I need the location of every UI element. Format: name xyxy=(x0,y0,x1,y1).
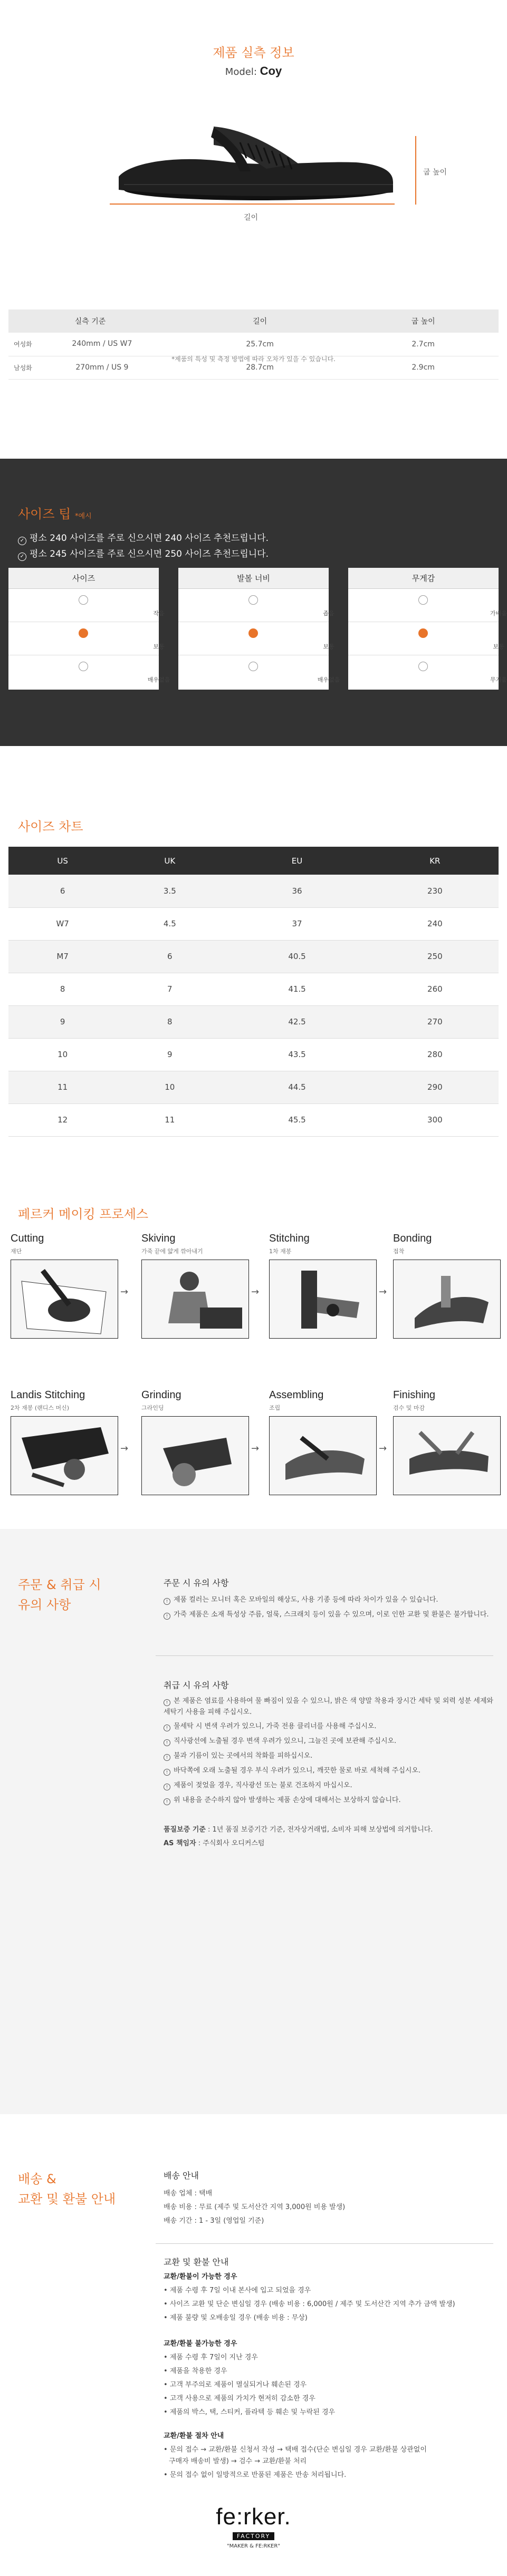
shipping-title-line: 배송 & xyxy=(18,2172,56,2186)
size-cell: 6 xyxy=(117,940,223,973)
measurement-title: 제품 실측 정보 xyxy=(213,45,294,60)
fit-header: 무게감 xyxy=(348,568,499,589)
procedure-item: 구매자 배송비 발생) → 검수 → 교환/환불 처리 xyxy=(169,2457,307,2465)
size-cell: 230 xyxy=(371,875,499,907)
assembling-photo xyxy=(269,1416,377,1495)
exchange-no-item: • 고객 부주의로 제품이 멸실되거나 훼손된 경우 xyxy=(164,2381,307,2389)
size-cell: 9 xyxy=(8,1005,117,1038)
item-text: 제품 불량 및 오배송일 경우 (배송 비용 : 무상) xyxy=(169,2314,308,2322)
item-text: 바닥쪽에 오래 노출될 경우 부식 우려가 있으니, 깨끗한 물로 바로 세척해 주십시오. xyxy=(174,1767,421,1775)
measurement-section xyxy=(0,0,507,459)
item-text: 사이즈 교환 및 단순 변심일 경우 (배송 비용 : 6,000원 / 제주 및 도서산간 지역 추가 금액 발생) xyxy=(169,2300,455,2308)
quality-label: 품질보증 기준 xyxy=(164,1826,206,1834)
size-cell: 11 xyxy=(117,1103,223,1136)
fit-option xyxy=(8,655,170,689)
radio-selected-icon xyxy=(79,628,88,638)
making-process-title: 페르커 메이킹 프로세스 xyxy=(18,1207,149,1222)
table-row xyxy=(8,1005,499,1038)
logo-wordmark: fe:rker. xyxy=(216,2504,291,2530)
size-cell: 12 xyxy=(8,1103,117,1136)
sandal-image xyxy=(108,105,398,211)
fit-option xyxy=(348,589,507,622)
exchange-no-title: 교환/환불 불가능한 경우 xyxy=(164,2340,237,2348)
fit-option-label: 무거움 xyxy=(490,676,507,683)
item-text: 제품의 박스, 택, 스티커, 플라텍 등 훼손 및 누락된 경우 xyxy=(169,2408,336,2416)
logo-motto: "MAKER & FE:RKER" xyxy=(227,2543,280,2549)
exchange-ok-title: 교환/환불이 가능한 경우 xyxy=(164,2273,237,2281)
item-text: 제품을 착용한 경우 xyxy=(169,2367,227,2375)
model-name: Coy xyxy=(260,64,282,78)
tip-text: 평소 245 사이즈를 주로 신으시면 250 사이즈 추천드립니다. xyxy=(30,549,269,559)
height-cell: 2.9cm xyxy=(348,356,499,379)
cutting-photo xyxy=(11,1260,118,1339)
step-name: Cutting xyxy=(11,1233,44,1244)
step-name: Skiving xyxy=(141,1233,176,1244)
fit-option xyxy=(178,622,334,655)
size-chart-section xyxy=(0,746,507,1165)
table-row xyxy=(8,875,499,907)
size-cell: W7 xyxy=(8,907,117,940)
item-text: 직사광선에 노출될 경우 변색 우려가 있으니, 그늘진 곳에 보관해 주십시오. xyxy=(174,1737,397,1745)
item-text: 문의 접수 → 교환/환불 신청서 작성 → 택배 접수(단순 변심일 경우 교환/환불 상관없이 xyxy=(169,2446,427,2454)
size-tip-title xyxy=(18,503,92,522)
size-cell: 3.5 xyxy=(117,875,223,907)
radio-icon xyxy=(418,595,428,605)
size-cell: 41.5 xyxy=(223,973,371,1005)
radio-icon xyxy=(79,662,88,671)
size-tip-title-text: 사이즈 팁 xyxy=(18,507,71,521)
size-cell: 36 xyxy=(223,875,371,907)
step-kor: 2차 재봉 (랜디스 머신) xyxy=(11,1405,70,1411)
step-name: Grinding xyxy=(141,1389,181,1401)
making-process-section xyxy=(0,1165,507,1529)
radio-icon xyxy=(248,662,258,671)
fit-header: 사이즈 xyxy=(8,568,159,589)
warning-icon: ! xyxy=(164,1598,170,1605)
step-name: Finishing xyxy=(393,1389,436,1401)
fit-option-label: 보통 xyxy=(323,643,334,650)
size-tip-suffix: *예시 xyxy=(75,512,92,520)
arrow-right-icon: → xyxy=(120,1443,129,1454)
table-row xyxy=(8,1038,499,1071)
size-header: US xyxy=(8,847,117,875)
table-row xyxy=(8,1071,499,1103)
process-step xyxy=(141,1233,249,1339)
quality-text: : 1년 품질 보증기간 기준, 전자상거래법, 소비자 피해 보상법에 의거합니다. xyxy=(208,1826,433,1834)
warning-icon: ! xyxy=(164,1754,170,1761)
fit-option xyxy=(8,589,165,622)
size-cell: 270 xyxy=(371,1005,499,1038)
step-kor: 접착 xyxy=(393,1248,405,1255)
size-cell: 10 xyxy=(8,1038,117,1071)
process-step xyxy=(11,1233,118,1339)
item-text: 본 제품은 염료를 사용하여 물 빠짐이 있을 수 있으니, 밝은 색 양말 착용과 장시간 세탁 및 외력 성분 세제와 세탁기 사용을 피해 주십시오. xyxy=(164,1697,493,1716)
size-cell: 6 xyxy=(8,875,117,907)
size-cell: 4.5 xyxy=(117,907,223,940)
basis-cell: 240mm / US W7 xyxy=(72,340,132,348)
fit-option-label: 작음 xyxy=(153,610,165,617)
size-chart-table xyxy=(8,847,499,1137)
basis-cell: 270mm / US 9 xyxy=(75,363,129,372)
fit-option-label: 매우없음 xyxy=(317,676,340,683)
fit-header: 발볼 너비 xyxy=(178,568,329,589)
step-name: Bonding xyxy=(393,1233,432,1244)
procedure-item: • 문의 접수 없이 일방적으로 반품된 제품은 반송 처리됩니다. xyxy=(164,2471,347,2479)
warning-icon: ! xyxy=(164,1725,170,1731)
item-text: 가죽 제품은 소재 특성상 주름, 얼룩, 스크래치 등이 있을 수 있으며, 이로 인한 교환 및 환불은 불가합니다. xyxy=(174,1611,489,1619)
item-text: 제품이 젖었을 경우, 직사광선 또는 불로 건조하지 마십시오. xyxy=(174,1781,352,1789)
exchange-ok-item: • 제품 수령 후 7일 이내 본사에 입고 되었을 경우 xyxy=(164,2287,311,2294)
table-header: 실측 기준 xyxy=(8,309,172,333)
step-kor: 검수 및 마감 xyxy=(393,1405,425,1411)
process-step xyxy=(11,1389,118,1495)
care-caution-item xyxy=(164,1696,496,1718)
size-cell: 240 xyxy=(371,907,499,940)
exchange-no-item: • 제품의 박스, 택, 스티커, 플라텍 등 훼손 및 누락된 경우 xyxy=(164,2408,336,2416)
gender-label: 남성화 xyxy=(14,364,32,372)
size-tip-section xyxy=(0,459,507,746)
table-row xyxy=(8,940,499,973)
radio-selected-icon xyxy=(248,628,258,638)
radio-icon xyxy=(79,595,88,605)
arrow-right-icon: → xyxy=(251,1286,260,1297)
caution-title xyxy=(18,1575,101,1615)
radio-selected-icon xyxy=(418,628,428,638)
caution-section xyxy=(0,1529,507,2114)
size-header: KR xyxy=(371,847,499,875)
care-caution-item xyxy=(164,1780,496,1791)
item-text: 제품 컬러는 모니터 혹은 모바일의 해상도, 사용 기종 등에 따라 차이가 있을 수 있습니다. xyxy=(174,1596,438,1604)
quality-line xyxy=(164,1824,496,1835)
brand-logo xyxy=(0,2504,507,2549)
step-kor: 가죽 끝에 얇게 깎아내기 xyxy=(141,1248,203,1255)
shipping-item: 배송 비용 : 무료 (제주 및 도서산간 지역 3,000원 비용 발생) xyxy=(164,2203,346,2211)
length-label: 길이 xyxy=(244,214,259,222)
size-cell: 44.5 xyxy=(223,1071,371,1103)
size-cell: 300 xyxy=(371,1103,499,1136)
exchange-no-item: • 고객 사용으로 제품의 가치가 현저히 감소한 경우 xyxy=(164,2395,315,2403)
arrow-right-icon: → xyxy=(379,1443,387,1454)
item-text: 제품 수령 후 7일 이내 본사에 입고 되었을 경우 xyxy=(169,2287,311,2294)
table-row xyxy=(8,1103,499,1136)
model-line xyxy=(0,64,507,78)
shipping-title-line: 교환 및 환불 안내 xyxy=(18,2192,116,2206)
size-cell: 7 xyxy=(117,973,223,1005)
step-kor: 조립 xyxy=(269,1405,281,1411)
size-cell: 250 xyxy=(371,940,499,973)
care-caution-item xyxy=(164,1750,496,1761)
size-cell: 10 xyxy=(117,1071,223,1103)
grinding-photo xyxy=(141,1416,249,1495)
process-step xyxy=(393,1233,501,1339)
warning-icon: ! xyxy=(164,1769,170,1776)
length-cell: 28.7cm xyxy=(172,356,348,379)
warning-icon: ! xyxy=(164,1699,170,1706)
size-cell: 43.5 xyxy=(223,1038,371,1071)
divider xyxy=(156,1655,493,1656)
process-step xyxy=(269,1389,377,1495)
measurement-note: *제품의 특성 및 측정 방법에 따라 오차가 있을 수 있습니다. xyxy=(171,355,336,363)
divider xyxy=(156,2243,493,2244)
procedure-title: 교환/환불 절차 안내 xyxy=(164,2432,224,2440)
warning-icon: ! xyxy=(164,1784,170,1790)
step-name: Assembling xyxy=(269,1389,324,1401)
warning-icon: ! xyxy=(164,1613,170,1620)
height-label: 굽 높이 xyxy=(423,168,447,177)
size-chart-title: 사이즈 차트 xyxy=(18,819,83,834)
table-row xyxy=(8,333,499,356)
item-text: 문의 접수 없이 일방적으로 반품된 제품은 반송 처리됩니다. xyxy=(169,2471,347,2479)
fit-option-label: 보통 xyxy=(153,643,165,650)
table-row xyxy=(8,907,499,940)
shipping-item: 배송 기간 : 1 - 3일 (영업일 기준) xyxy=(164,2217,264,2225)
fit-option xyxy=(348,622,504,655)
warning-icon: ! xyxy=(164,1739,170,1746)
fit-option xyxy=(348,655,507,689)
procedure-item: • 문의 접수 → 교환/환불 신청서 작성 → 택배 접수(단순 변심일 경우 교환/환불 상관없이 xyxy=(164,2446,427,2454)
exchange-heading: 교환 및 환불 안내 xyxy=(164,2257,229,2267)
stitching-photo xyxy=(269,1260,377,1339)
exchange-ok-item: • 사이즈 교환 및 단순 변심일 경우 (배송 비용 : 6,000원 / 제주 및 도서산간 지역 추가 금액 발생) xyxy=(164,2300,455,2308)
item-text: 불과 기름이 있는 곳에서의 착화를 피하십시오. xyxy=(174,1752,313,1760)
size-cell: 260 xyxy=(371,973,499,1005)
item-text: 위 내용을 준수하지 않아 발생하는 제품 손상에 대해서는 보상하지 않습니다. xyxy=(174,1796,401,1804)
process-step xyxy=(393,1389,501,1495)
table-row xyxy=(8,973,499,1005)
size-cell: 9 xyxy=(117,1038,223,1071)
order-caution-heading: 주문 시 유의 사항 xyxy=(164,1578,229,1588)
fit-option xyxy=(8,622,165,655)
finishing-photo xyxy=(393,1416,501,1495)
shipping-heading: 배송 안내 xyxy=(164,2171,199,2181)
size-cell: 11 xyxy=(8,1071,117,1103)
radio-icon xyxy=(418,662,428,671)
fit-option-label: 보통 xyxy=(493,643,504,650)
care-caution-item xyxy=(164,1765,496,1776)
radio-icon xyxy=(248,595,258,605)
exchange-no-item: • 제품 수령 후 7일이 지난 경우 xyxy=(164,2354,258,2361)
shipping-title xyxy=(18,2169,116,2209)
care-caution-heading: 취급 시 유의 사항 xyxy=(164,1680,229,1690)
size-cell: M7 xyxy=(8,940,117,973)
logo-factory: FACTORY xyxy=(233,2532,274,2540)
process-step xyxy=(141,1389,249,1495)
tip-item xyxy=(18,546,269,561)
step-name: Stitching xyxy=(269,1233,310,1244)
size-cell: 280 xyxy=(371,1038,499,1071)
size-cell: 290 xyxy=(371,1071,499,1103)
step-kor: 그라인딩 xyxy=(141,1405,164,1411)
fit-option-label: 좁음 xyxy=(323,610,334,617)
skiving-photo xyxy=(141,1260,249,1339)
item-text: 고객 사용으로 제품의 가치가 현저히 감소한 경우 xyxy=(169,2395,315,2403)
step-name: Landis Stitching xyxy=(11,1389,85,1401)
arrow-right-icon: → xyxy=(251,1443,260,1454)
weight-fit-table xyxy=(348,568,507,690)
care-caution-item xyxy=(164,1736,496,1747)
order-caution-item xyxy=(164,1609,496,1620)
fit-option-label: 가벼움 xyxy=(490,610,507,617)
height-cell: 2.7cm xyxy=(348,333,499,356)
check-icon: ✓ xyxy=(18,537,26,545)
size-header: UK xyxy=(117,847,223,875)
process-step xyxy=(269,1233,377,1339)
width-fit-table xyxy=(178,568,340,690)
shipping-section xyxy=(0,2114,507,2576)
fit-option xyxy=(178,589,334,622)
as-label: AS 책임자 xyxy=(164,1839,196,1847)
landis-stitching-photo xyxy=(11,1416,118,1495)
care-caution-item xyxy=(164,1721,496,1732)
check-icon: ✓ xyxy=(18,553,26,561)
size-cell: 45.5 xyxy=(223,1103,371,1136)
exchange-ok-item: • 제품 불량 및 오배송일 경우 (배송 비용 : 무상) xyxy=(164,2314,308,2322)
size-cell: 42.5 xyxy=(223,1005,371,1038)
arrow-right-icon: → xyxy=(379,1286,387,1297)
tip-item xyxy=(18,530,269,545)
length-arrow xyxy=(110,204,395,205)
height-arrow xyxy=(415,136,416,205)
table-header: 굽 높이 xyxy=(348,309,499,333)
size-cell: 40.5 xyxy=(223,940,371,973)
exchange-no-item: • 제품을 착용한 경우 xyxy=(164,2367,227,2375)
item-text: 고객 부주의로 제품이 멸실되거나 훼손된 경우 xyxy=(169,2381,307,2389)
shipping-item: 배송 업체 : 택배 xyxy=(164,2190,213,2197)
fit-option xyxy=(178,655,340,689)
arrow-right-icon: → xyxy=(120,1286,129,1297)
order-caution-item xyxy=(164,1594,496,1605)
size-cell: 8 xyxy=(8,973,117,1005)
caution-title-line: 주문 & 취급 시 xyxy=(18,1577,101,1592)
warning-icon: ! xyxy=(164,1798,170,1805)
size-cell: 8 xyxy=(117,1005,223,1038)
step-kor: 재단 xyxy=(11,1248,22,1255)
gender-label: 여성화 xyxy=(14,341,32,348)
caution-title-line: 유의 사항 xyxy=(18,1597,71,1612)
size-header: EU xyxy=(223,847,371,875)
item-text: 물세탁 시 변색 우려가 있으니, 가죽 전용 클리너를 사용해 주십시오. xyxy=(174,1722,377,1730)
table-header: 길이 xyxy=(172,309,348,333)
size-cell: 37 xyxy=(223,907,371,940)
bonding-photo xyxy=(393,1260,501,1339)
size-fit-table xyxy=(8,568,170,690)
model-label: Model: xyxy=(225,66,257,78)
measurement-table xyxy=(8,309,499,380)
step-kor: 1차 재봉 xyxy=(269,1248,292,1255)
item-text: 제품 수령 후 7일이 지난 경우 xyxy=(169,2354,258,2361)
length-cell: 25.7cm xyxy=(172,333,348,356)
fit-option-label: 매우없음 xyxy=(147,676,170,683)
care-caution-item xyxy=(164,1795,496,1806)
as-text: : 주식회사 오디커스텀 xyxy=(198,1839,265,1847)
tip-text: 평소 240 사이즈를 주로 신으시면 240 사이즈 추천드립니다. xyxy=(30,533,269,544)
as-line xyxy=(164,1838,496,1849)
